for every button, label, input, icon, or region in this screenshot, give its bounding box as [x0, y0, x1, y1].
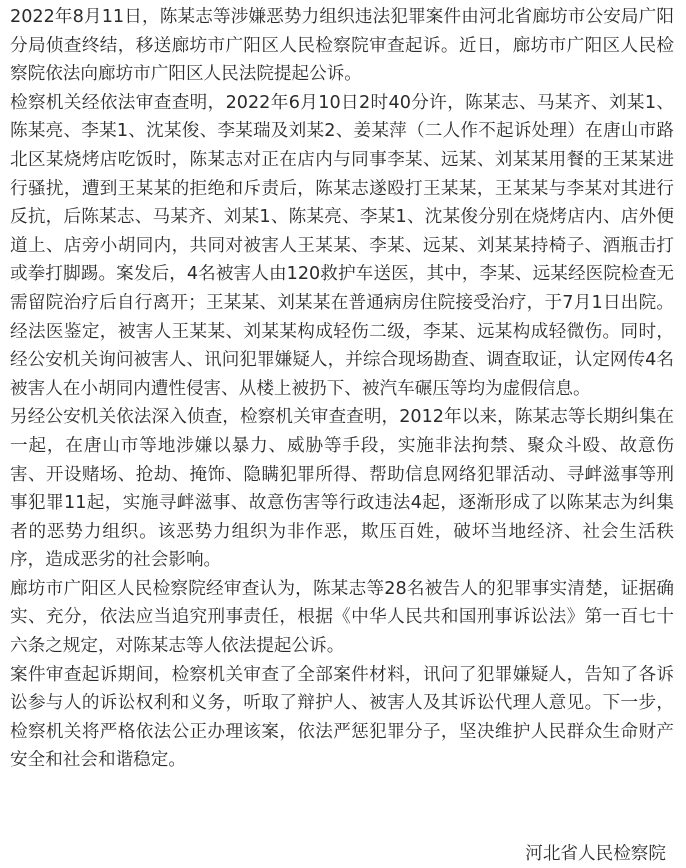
paragraph-evil-force-organization: 另经公安机关依法深入侦查，检察机关审查查明，2012年以来，陈某志等长期纠集在一起，在唐山市等地涉嫌以暴力、威胁等手段，实施非法拘禁、聚众斗殴、故意伤害、开设赌场、抢劫、掩饰、隐瞒犯罪所得、帮助信息网络犯罪活动、寻衅滋事等刑事犯罪11起，实施寻衅滋事、故意伤害等行政违法4起，逐渐形成了以陈某志为纠集者的恶势力组织。该恶势力组织为非作恶，欺压百姓，破坏当地经济、社会生活秩序，造成恶劣的社会影响。 [10, 407, 674, 571]
paragraph-facts-found: 检察机关经依法审查查明，2022年6月10日2时40分许，陈某志、马某齐、刘某1、陈某亮、李某1、沈某俊、李某瑞及刘某2、姜某萍（二人作不起诉处理）在唐山市路北区某烧烤店吃饭时，陈某志对正在店内与同事李某、远某、刘某某用餐的王某某进行骚扰，遭到王某某的拒绝和斥责后，陈某志遂殴打王某某，王某某与李某对其进行反抗，后陈某志、马某齐、刘某1、陈某亮、李某1、沈某俊分别在烧烤店内、店外便道上、店旁小胡同内，共同对被害人王某某、李某、远某、刘某某持椅子、酒瓶击打或拳打脚踢。案发后，4名被害人由120救护车送医，其中，李某、远某经医院检查无需留院治疗后自行离开；王某某、刘某某在普通病房住院接受治疗，于7月1日出院。经法医鉴定，被害人王某某、刘某某构成轻伤二级，李某、远某构成轻微伤。同时，经公安机关询问被害人、讯问犯罪嫌疑人，并综合现场勘查、调查取证，认定网传4名被害人在小胡同内遭性侵害、从楼上被扔下、被汽车碾压等均为虚假信息。 [10, 92, 674, 399]
paragraph-review-process: 案件审查起诉期间，检察机关审查了全部案件材料，讯问了犯罪嫌疑人，告知了各诉讼参与人的诉讼权利和义务，听取了辩护人、被害人及其诉讼代理人意见。下一步，检察机关将严格依法公正办理该案，依法严惩犯罪分子，坚决维护人民群众生命财产安全和社会和谐稳定。 [10, 664, 674, 771]
article-body [10, 3, 674, 775]
paragraph-prosecution-decision: 廊坊市广阳区人民检察院经审查认为，陈某志等28名被告人的犯罪事实清楚，证据确实、充分，依法应当追究刑事责任，根据《中华人民共和国刑事诉讼法》第一百七十六条之规定，对陈某志等人依法提起公诉。 [10, 578, 674, 657]
issuer-signature: 河北省人民检察院 [525, 844, 666, 864]
paragraph-case-transfer: 2022年8月11日，陈某志等涉嫌恶势力组织违法犯罪案件由河北省廊坊市公安局广阳分局侦查终结，移送廊坊市广阳区人民检察院审查起诉。近日，廊坊市广阳区人民检察院依法向廊坊市广阳区人民法院提起公诉。 [10, 7, 674, 85]
